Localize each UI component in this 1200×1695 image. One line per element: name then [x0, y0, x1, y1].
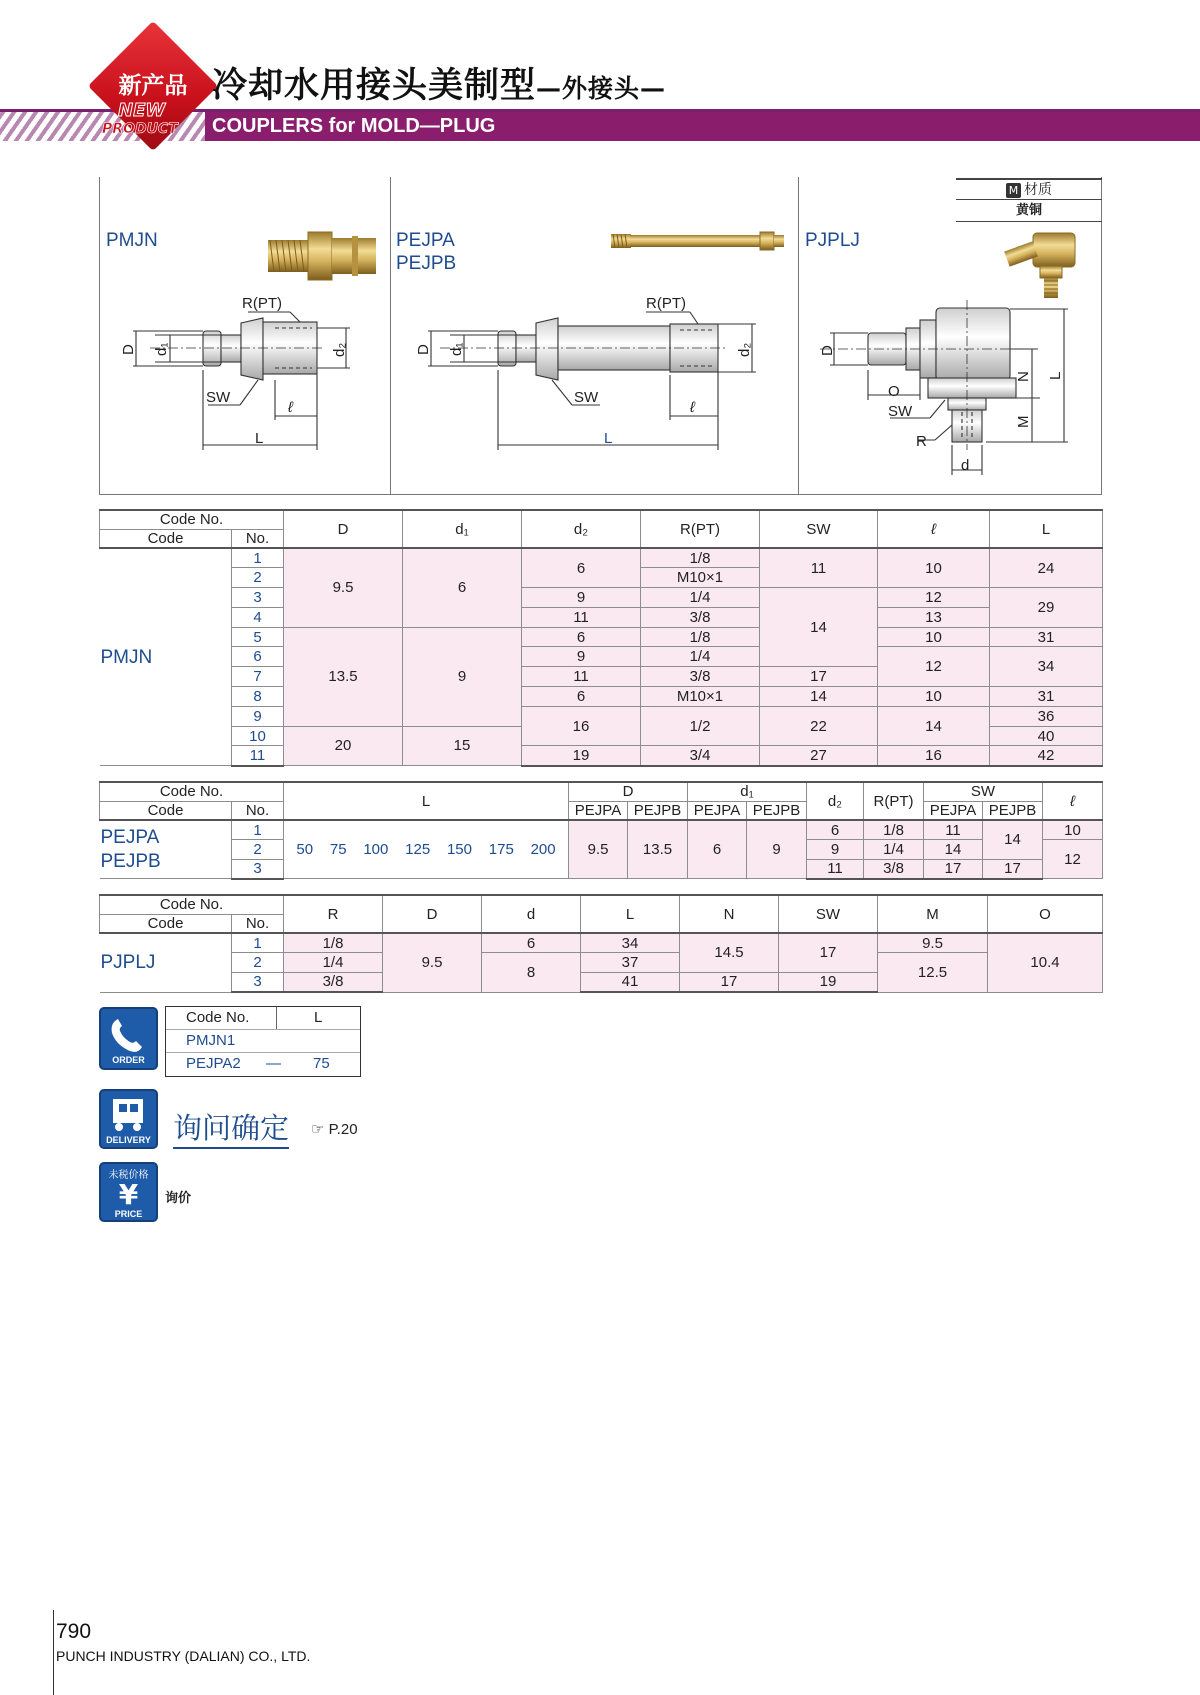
- cell-l: 13: [878, 607, 990, 627]
- cell-L: 37: [581, 953, 680, 973]
- cell-D: 9.5: [383, 933, 482, 992]
- pejp-drawing: [428, 312, 756, 450]
- badge-product-text: PRODUCT: [102, 121, 178, 137]
- cell-R: 3/8: [864, 859, 924, 879]
- order-ex1-code: PMJN1: [186, 1032, 236, 1049]
- th-l: ℓ: [1043, 782, 1103, 820]
- code-pejpb: PEJPB: [100, 850, 161, 872]
- th-d2: d₂: [522, 510, 641, 548]
- order-example-table: [165, 1006, 361, 1077]
- pejp-dim-L: L: [604, 430, 613, 447]
- pejp-dim-d2: d₂: [736, 342, 753, 357]
- model-label-pejpa: PEJPA: [396, 230, 455, 251]
- price-caption: PRICE: [114, 1209, 143, 1219]
- delivery-text: 询问确定: [173, 1109, 289, 1149]
- pejp-dim-l: ℓ: [690, 399, 695, 416]
- th-d1: d₁: [688, 782, 807, 801]
- code-pejpa: PEJPA: [100, 826, 160, 848]
- cell-d2: 6: [522, 627, 641, 647]
- cell-R: 3/8: [284, 972, 383, 992]
- th-R: R(PT): [864, 782, 924, 820]
- cell-d2: 16: [522, 706, 641, 746]
- cell-l: 10: [878, 627, 990, 647]
- code-pjplj: PJPLJ: [100, 933, 232, 992]
- cell-d2: 19: [522, 746, 641, 766]
- cell-SW: 14: [760, 687, 878, 707]
- pjplj-photo: [1004, 233, 1075, 298]
- th-D-pejpb: PEJPB: [628, 801, 688, 820]
- th-no: No.: [232, 914, 284, 933]
- th-d1-pejpa: PEJPA: [688, 801, 747, 820]
- cell-d1: 15: [403, 726, 522, 766]
- cell-L: 36: [990, 706, 1103, 726]
- cell-l: 10: [878, 687, 990, 707]
- no-cell: 2: [232, 953, 284, 973]
- cell-L: 41: [581, 972, 680, 992]
- truck-icon: [101, 1094, 156, 1136]
- pmjn-photo: [268, 232, 376, 280]
- no-cell: 5: [232, 627, 284, 647]
- delivery-caption: DELIVERY: [106, 1135, 151, 1145]
- company-name: PUNCH INDUSTRY (DALIAN) CO., LTD.: [56, 1648, 311, 1664]
- price-icon: [99, 1162, 158, 1222]
- cell-SW-pejpb: 14: [983, 820, 1043, 859]
- phone-icon: [101, 1013, 156, 1055]
- cell-SW: 17: [779, 933, 878, 972]
- cell-N: 17: [680, 972, 779, 992]
- th-SW: SW: [924, 782, 1043, 801]
- cell-SW-pejpb: 17: [983, 859, 1043, 879]
- pjplj-dim-O: O: [888, 383, 900, 400]
- no-cell: 6: [232, 647, 284, 667]
- th-D: D: [383, 895, 482, 933]
- order-ex2-L: 75: [313, 1055, 330, 1072]
- code-pejp: [100, 820, 232, 879]
- L-value: 150: [446, 841, 472, 858]
- no-cell: 1: [232, 548, 284, 568]
- cell-d1-pejpa: 6: [688, 820, 747, 879]
- th-l: ℓ: [878, 510, 990, 548]
- L-value: 175: [488, 841, 514, 858]
- pmjn-dim-R: R(PT): [242, 295, 282, 312]
- no-cell: 8: [232, 687, 284, 707]
- pejp-photo: [611, 232, 784, 250]
- cell-L: 34: [990, 647, 1103, 687]
- th-code: Code: [100, 801, 232, 820]
- cell-d1: 6: [403, 548, 522, 627]
- pmjn-drawing: [133, 312, 350, 450]
- cell-D: 13.5: [284, 627, 403, 726]
- code-pmjn: PMJN: [100, 548, 232, 766]
- L-value: 100: [363, 841, 389, 858]
- cell-L: 42: [990, 746, 1103, 766]
- cell-SW: 19: [779, 972, 878, 992]
- pmjn-dim-d1: d₁: [153, 342, 170, 356]
- pmjn-dim-l: ℓ: [288, 399, 293, 416]
- badge-cn-text: 新产品: [118, 73, 188, 99]
- th-code-no: Code No.: [100, 510, 284, 529]
- order-caption: ORDER: [112, 1055, 145, 1065]
- cell-R: 1/2: [641, 706, 760, 746]
- pmjn-spec-table: [99, 509, 1103, 767]
- cell-d2: 9: [522, 588, 641, 608]
- cell-d2: 11: [522, 667, 641, 687]
- th-L: L: [284, 782, 569, 820]
- cell-R: 1/4: [284, 953, 383, 973]
- cell-d2: 6: [807, 820, 864, 840]
- cell-N: 14.5: [680, 933, 779, 972]
- L-value: 200: [530, 841, 556, 858]
- no-cell: 2: [232, 568, 284, 588]
- L-value: 125: [405, 841, 431, 858]
- page-number: 790: [56, 1620, 92, 1643]
- pjplj-dim-R: R: [916, 433, 927, 450]
- pmjn-dim-D: D: [120, 344, 137, 355]
- material-icon: M: [1006, 183, 1021, 198]
- th-D-pejpa: PEJPA: [569, 801, 628, 820]
- cell-SW-pejpa: 11: [924, 820, 983, 840]
- th-code: Code: [100, 529, 232, 548]
- model-label-pmjn: PMJN: [106, 230, 158, 251]
- cell-R: M10×1: [641, 687, 760, 707]
- badge-new-text: NEW: [118, 100, 166, 121]
- pejp-spec-table: [99, 781, 1103, 880]
- pejp-dim-D: D: [415, 344, 432, 355]
- delivery-page-ref: ☞ P.20: [311, 1121, 358, 1138]
- order-example-2: [166, 1053, 360, 1076]
- no-cell: 7: [232, 667, 284, 687]
- no-cell: 4: [232, 607, 284, 627]
- cell-R: 1/8: [641, 548, 760, 568]
- th-SW: SW: [760, 510, 878, 548]
- th-code-no: Code No.: [100, 895, 284, 914]
- no-cell: 3: [232, 972, 284, 992]
- th-d2: d₂: [807, 782, 864, 820]
- pmjn-dim-d2: d₂: [331, 342, 348, 357]
- no-cell: 1: [232, 933, 284, 953]
- cell-d1-pejpb: 9: [747, 820, 807, 879]
- th-code-no: Code No.: [100, 782, 284, 801]
- order-icon: [99, 1007, 158, 1070]
- th-SW-pejpb: PEJPB: [983, 801, 1043, 820]
- material-value: 黄铜: [956, 200, 1102, 222]
- footer-rule: [53, 1610, 54, 1695]
- th-no: No.: [232, 801, 284, 820]
- th-no: No.: [232, 529, 284, 548]
- pjplj-dim-D: D: [819, 345, 836, 356]
- cell-R: 1/8: [864, 820, 924, 840]
- th-code: Code: [100, 914, 232, 933]
- th-L: L: [990, 510, 1103, 548]
- cell-R: 1/8: [641, 627, 760, 647]
- cell-d2: 9: [807, 840, 864, 860]
- pjplj-dim-SW: SW: [888, 403, 913, 420]
- no-cell: 3: [232, 859, 284, 879]
- cell-l: 12: [878, 588, 990, 608]
- cell-L: 31: [990, 687, 1103, 707]
- technical-drawings: [0, 0, 1200, 500]
- cell-R: 3/4: [641, 746, 760, 766]
- pejp-dim-d1: d₁: [448, 342, 465, 356]
- pjplj-drawing: [820, 300, 1068, 475]
- cell-M: 9.5: [878, 933, 988, 953]
- cell-l: 12: [878, 647, 990, 687]
- L-value: 75: [329, 841, 347, 858]
- cell-L: 34: [581, 933, 680, 953]
- pejp-dim-SW: SW: [574, 389, 599, 406]
- cell-d1: 9: [403, 627, 522, 726]
- cell-SW: 27: [760, 746, 878, 766]
- cell-R: 3/8: [641, 607, 760, 627]
- no-cell: 9: [232, 706, 284, 726]
- pjplj-dim-d: d: [961, 457, 970, 474]
- cell-D: 9.5: [284, 548, 403, 627]
- cell-SW: 22: [760, 706, 878, 746]
- pjplj-spec-table: [99, 894, 1103, 993]
- pjplj-dim-M: M: [1015, 415, 1032, 428]
- cell-d2: 11: [522, 607, 641, 627]
- pjplj-dim-L: L: [1047, 371, 1064, 380]
- cell-l: 14: [878, 706, 990, 746]
- th-SW: SW: [779, 895, 878, 933]
- order-th-L: L: [314, 1009, 323, 1026]
- cell-d: 6: [482, 933, 581, 953]
- cell-R: M10×1: [641, 568, 760, 588]
- cell-L-values: [284, 820, 569, 879]
- cell-SW: 11: [760, 548, 878, 588]
- th-SW-pejpa: PEJPA: [924, 801, 983, 820]
- material-label: 材质: [1024, 182, 1052, 198]
- th-R: R: [284, 895, 383, 933]
- cell-D-pejpa: 9.5: [569, 820, 628, 879]
- th-L: L: [581, 895, 680, 933]
- th-d1-pejpb: PEJPB: [747, 801, 807, 820]
- cell-l: 12: [1043, 840, 1103, 879]
- cell-O: 10.4: [988, 933, 1103, 992]
- cell-SW: 17: [760, 667, 878, 687]
- price-text: 询价: [165, 1191, 192, 1206]
- page-title-en: COUPLERS for MOLD—PLUG: [212, 115, 496, 137]
- cell-R: 1/4: [864, 840, 924, 860]
- cell-L: 29: [990, 588, 1103, 628]
- cell-D-pejpb: 13.5: [628, 820, 688, 879]
- th-O: O: [988, 895, 1103, 933]
- th-d: d: [482, 895, 581, 933]
- cell-L: 31: [990, 627, 1103, 647]
- cell-d2: 6: [522, 548, 641, 588]
- cell-d2: 6: [522, 687, 641, 707]
- cell-l: 16: [878, 746, 990, 766]
- cell-SW: 14: [760, 588, 878, 667]
- cell-d2: 11: [807, 859, 864, 879]
- order-example-1: [166, 1030, 360, 1053]
- no-cell: 11: [232, 746, 284, 766]
- pjplj-dim-N: N: [1015, 371, 1032, 382]
- pmjn-dim-SW: SW: [206, 389, 231, 406]
- cell-R: 3/8: [641, 667, 760, 687]
- cell-L: 24: [990, 548, 1103, 588]
- model-label-pejpb: PEJPB: [396, 253, 457, 274]
- no-cell: 3: [232, 588, 284, 608]
- L-value: 50: [296, 841, 314, 858]
- cell-d: 8: [482, 953, 581, 992]
- th-D: D: [284, 510, 403, 548]
- pmjn-dim-L: L: [255, 430, 264, 447]
- title-main: 冷却水用接头美制型: [212, 66, 537, 106]
- yen-icon: ¥: [118, 1178, 139, 1211]
- cell-d2: 9: [522, 647, 641, 667]
- delivery-icon: [99, 1089, 158, 1149]
- order-ex2-code: PEJPA2: [186, 1055, 241, 1072]
- no-cell: 10: [232, 726, 284, 746]
- cell-M: 12.5: [878, 953, 988, 992]
- th-d1: d₁: [403, 510, 522, 548]
- cell-SW-pejpa: 17: [924, 859, 983, 879]
- no-cell: 2: [232, 840, 284, 860]
- no-cell: 1: [232, 820, 284, 840]
- cell-R: 1/4: [641, 588, 760, 608]
- th-R: R(PT): [641, 510, 760, 548]
- price-icon-top: 未税价格: [108, 1170, 149, 1181]
- cell-L: 40: [990, 726, 1103, 746]
- cell-D: 20: [284, 726, 403, 766]
- th-D: D: [569, 782, 688, 801]
- order-divider: [276, 1007, 277, 1029]
- order-header-row: [166, 1007, 360, 1030]
- cell-SW-pejpa: 14: [924, 840, 983, 860]
- pejp-dim-R: R(PT): [646, 295, 686, 312]
- th-N: N: [680, 895, 779, 933]
- cell-l: 10: [878, 548, 990, 588]
- title-sub: —外接头—: [536, 74, 667, 103]
- cell-l: 10: [1043, 820, 1103, 840]
- order-ex2-dash: —: [266, 1055, 281, 1072]
- model-label-pjplj: PJPLJ: [805, 230, 860, 251]
- th-M: M: [878, 895, 988, 933]
- cell-R: 1/8: [284, 933, 383, 953]
- order-th-code: Code No.: [186, 1009, 250, 1026]
- cell-R: 1/4: [641, 647, 760, 667]
